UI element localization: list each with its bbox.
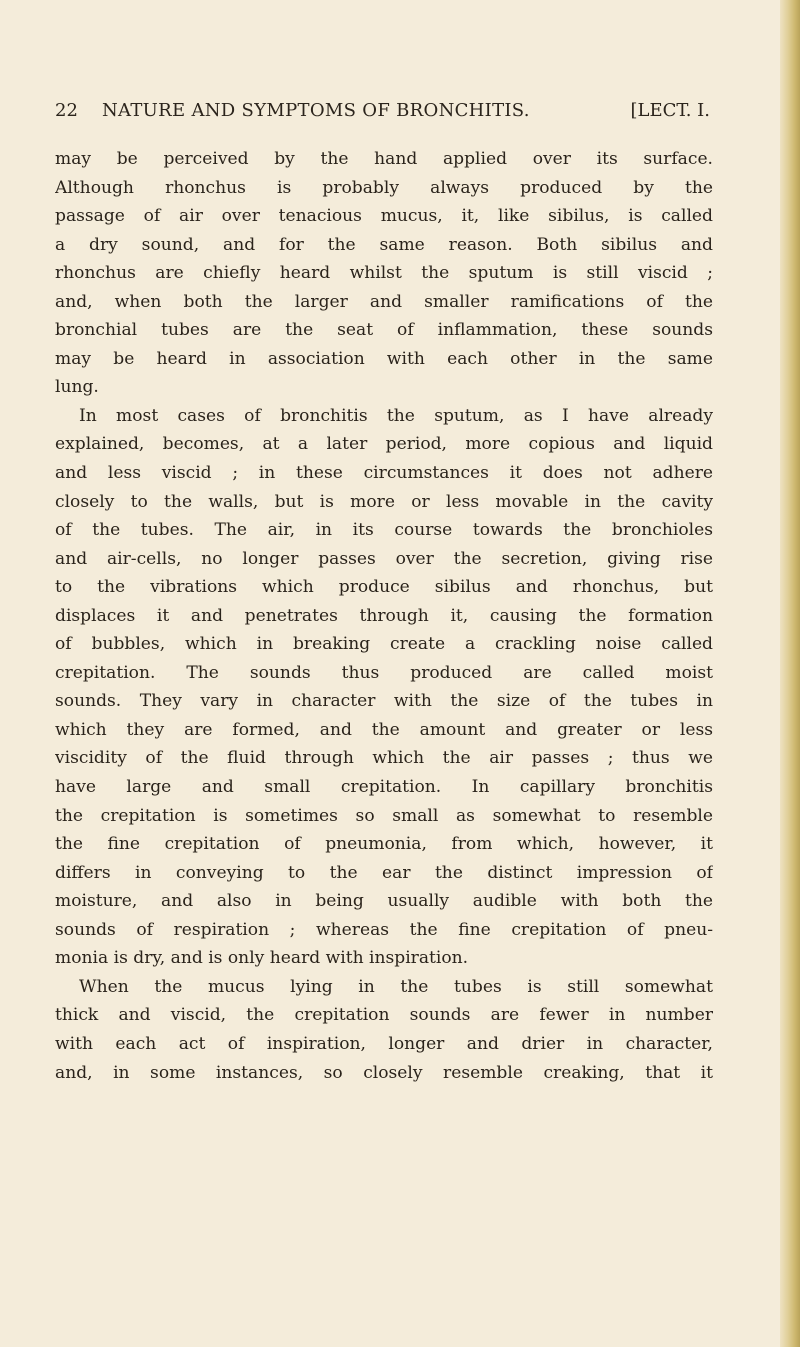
text-line: a dry sound, and for the same reason. Both sibilus and <box>55 234 713 255</box>
text-line: displaces it and penetrates through it, causing the formation <box>55 605 713 626</box>
page-edge <box>780 0 800 1347</box>
text-line: of the tubes. The air, in its course towards the bronchioles <box>55 520 713 541</box>
text-line: sounds. They vary in character with the size of the tubes in <box>55 691 713 712</box>
text-line: have large and small crepitation. In capillary bronchitis <box>55 777 713 798</box>
text-line: to the vibrations which produce sibilus and rhonchus, but <box>55 577 713 598</box>
running-head <box>55 100 710 128</box>
text-line: closely to the walls, but is more or less movable in the cavity <box>55 491 713 512</box>
running-title: NATURE AND SYMPTOMS OF BRONCHITIS. <box>102 100 530 121</box>
text-line: lung. <box>55 377 99 398</box>
text-line: may be perceived by the hand applied over its surface. <box>55 149 713 169</box>
text-line: rhonchus are chiefly heard whilst the sputum is still viscid ; <box>55 263 713 284</box>
text-line: thick and viscid, the crepitation sounds are fewer in number <box>55 1005 713 1026</box>
text-line: explained, becomes, at a later period, more copious and liquid <box>55 434 713 455</box>
text-line: and air-cells, no longer passes over the secretion, giving rise <box>55 548 713 569</box>
text-line: monia is dry, and is only heard with inspiration. <box>55 948 469 969</box>
text-line: and, when both the larger and smaller ramifications of the <box>55 291 713 312</box>
text-line: sounds of respiration ; whereas the fine crepitation of pneu- <box>55 919 713 940</box>
body-text <box>55 145 713 1087</box>
text-line: moisture, and also in being usually audible with both the <box>55 891 713 912</box>
text-line: may be heard in association with each other in the same <box>55 348 713 369</box>
text-line: and less viscid ; in these circumstances it does not adhere <box>55 463 713 484</box>
text-line: viscidity of the fluid through which the air passes ; thus we <box>55 748 713 769</box>
text-line: the fine crepitation of pneumonia, from which, however, it <box>55 834 713 855</box>
text-line: bronchial tubes are the seat of inflammation, these sounds <box>55 320 713 341</box>
text-line: Although rhonchus is probably always produced by the <box>55 177 713 198</box>
text-line: the crepitation is sometimes so small as somewhat to resemble <box>55 805 713 826</box>
text-line: passage of air over tenacious mucus, it, like sibilus, is called <box>55 206 713 227</box>
lecture-label: [LECT. I. <box>630 100 710 121</box>
text-line: with each act of inspiration, longer and drier in character, <box>55 1033 713 1054</box>
text-line: differs in conveying to the ear the distinct impression of <box>55 862 713 883</box>
text-line: and, in some instances, so closely resemble creaking, that it <box>55 1062 713 1083</box>
text-line: When the mucus lying in the tubes is still somewhat <box>79 976 713 997</box>
text-line: which they are formed, and the amount and greater or less <box>55 719 713 740</box>
page-number: 22 <box>55 100 78 121</box>
text-line: crepitation. The sounds thus produced are called moist <box>55 662 713 683</box>
text-line: of bubbles, which in breaking create a crackling noise called <box>55 634 713 655</box>
text-line: In most cases of bronchitis the sputum, as I have already <box>79 405 713 426</box>
